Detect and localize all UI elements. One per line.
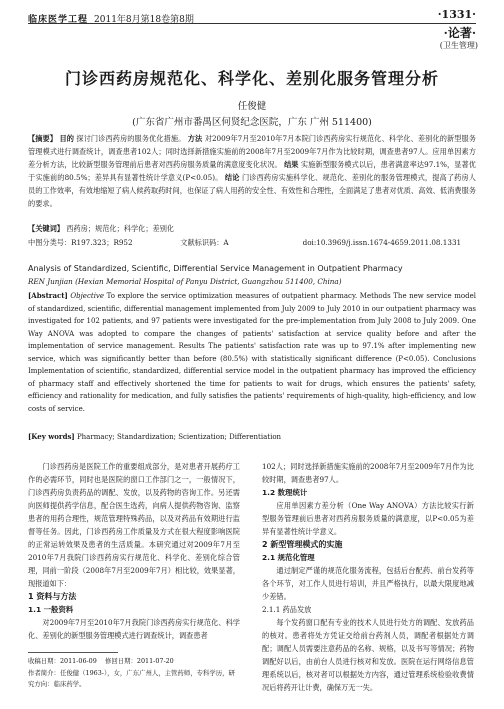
author-name: 任俊健	[237, 101, 267, 112]
section-1-2-text: 应用单因素方差分析（One Way ANOVA）方法比较实行新型服务管理前后患者对西药房服务质量的满意度，以P<0.05为差异有显著性统计学意义。	[262, 501, 474, 536]
english-author: REN Junjian (Hexian Memorial Hospital of Panyu District, Guangzhou 511400, China)	[28, 277, 342, 286]
category-label: (卫生管理)	[439, 41, 478, 50]
english-title: Analysis of Standardized, Scientific, Differential Service Management in Outpatient Pharmacy	[28, 264, 403, 273]
keywords-text: 西药房；规范化；科学化；差别化	[66, 224, 175, 233]
section-2-1-1-text: 每个发药窗口配有专业的技术人员进行处方的调配、发放药品的核对。患者将处方凭证交给前台药剂人员，调配者根据处方调配；调配人员需要注意药品的名称、规格，以及书写等情况；药物调配好以后，由前台人员进行核对和发放。医院在运行网络信息管理系统以后，核对者可以根据处方内容，通过管理系统检验收费情况后将药开让计费，确保万无一失。	[262, 618, 474, 692]
methods-text: 对2009年7月至2010年7月本院门诊西药房实行规范化、科学化、差别化的新型服务管理模式进行调查统计，调查患者102人；同时选择新措施实施前的2008年7月至2009年7月作为比较时期，调查患者97人。应用单因素方差分析方法，比较新型服务管理前后患者对西药房服务质量的满意度变化状况。	[28, 134, 476, 169]
section-2-heading: 2 新型管理模式的实施	[262, 540, 343, 549]
journal-name: 临床医学工程	[28, 15, 89, 25]
page-number: ·1331·	[437, 8, 476, 21]
issue-info: 2011年8月第18卷第8期	[94, 15, 194, 25]
section-1-1-heading: 1.1 一般资料	[28, 605, 74, 614]
english-abstract	[28, 290, 476, 415]
classification-line	[28, 238, 476, 248]
footnote-rule	[28, 652, 118, 653]
chinese-keywords	[28, 224, 476, 234]
objective-label: 目的	[59, 134, 74, 143]
header-rule	[28, 23, 476, 24]
english-abstract-text: To explore the service optimization measures of outpatient pharmacy. Methods The new service model of standardized, scientific, differential management implemented from July 2009 to July 2010 in our outpatient pharmacy was investigated for 102 patients, and 97 patients were investigated for the pre-implementation from July 2008 to July 2009. One Way ANOVA was adopted to compare the changes of patients' satisfaction at service quality before and after the implementation of service management. Results The patients' satisfaction rate was up to 97.1% after implementing new service, which was significantly better than before (80.5%) with statistically significant difference (P<0.05). Conclusions Implementation of scientific, standardized, differential service model in the outpatient pharmacy has improved the efficiency of pharmacy staff and effectively shortened the time for patients to wait for drugs, which ensures the patients' safety, efficiency and rationality for medication, and fully satisfies the patients' requirements of high-quality, high-efficiency, and low costs of service.	[28, 292, 476, 413]
conclusion-text: 门诊西药房实施科学化、规范化、差别化的服务管理模式，提高了药房人员的工作效率，有效地缩短了病人候药取药时间，也保证了病人用药的安全性、有效性和合理性，全面满足了患者对优质、高效、低消费服务的要求。	[28, 173, 476, 208]
article-title: 门诊西药房规范化、科学化、差别化服务管理分析	[64, 69, 439, 88]
chinese-abstract	[28, 132, 476, 210]
received-date: 收稿日期：2011-06-09	[28, 657, 97, 665]
revised-date: 修回日期：2011-07-20	[104, 657, 174, 665]
objective-text: 探讨门诊西药房的服务优化措施。	[76, 134, 186, 143]
section-2-1-text: 通过制定严谨的规范化服务流程，包括后台配药、前台发药等各个环节，对工作人员进行培训，并且严格执行，以最大限度地减少差错。	[262, 566, 474, 601]
document-code: 文献标识码：A	[180, 238, 229, 247]
section-1-1-continued: 102人；同时选择新措施实施前的2008年7月至2009年7月作为比较时期，调查患者97人。	[262, 462, 474, 484]
section-1-heading: 1 资料与方法	[28, 592, 77, 601]
left-column	[28, 460, 240, 642]
section-2-1-heading: 2.1 规范化管理	[262, 553, 315, 562]
results-label: 结果	[284, 160, 299, 169]
clc-number: 中图分类号：R197.323；R952	[28, 238, 133, 247]
right-column	[262, 460, 474, 694]
column-label: ·论著·	[443, 26, 476, 40]
author-affiliation: (广东省广州市番禺区何贤纪念医院，广东 广州 511400)	[132, 117, 372, 128]
methods-label: 方法	[187, 134, 203, 143]
english-objective-label: Objective	[70, 292, 105, 300]
english-abstract-label: [Abstract]	[28, 291, 68, 300]
english-keywords	[28, 432, 476, 441]
results-text: 实施新型服务模式以后，患者满意率达97.1%，显著优于实施前的80.5%；差异具有显著性统计学意义(P<0.05)。	[28, 160, 476, 182]
english-keywords-label: [Key words]	[28, 432, 75, 441]
doi: doi:10.3969/j.issn.1674-4659.2011.08.1331	[302, 238, 462, 247]
section-1-1-text: 对2009年7月至2010年7月我院门诊西药房实行规范化、科学化、差别化的新型服务管理模式进行调查统计，调查患者	[28, 618, 240, 640]
author-bio: 作者简介：任俊健（1963-），女，广东广州人，主管药师，专科学历，研究方向：临床药学。	[28, 669, 235, 688]
keywords-label: 【关键词】	[28, 224, 64, 233]
intro-paragraph: 门诊西药房是医院工作的重要组成部分，是对患者开展药疗工作的必需环节，同时也是医院的窗口工作部门之一，一般情况下，门诊西药房负责药品的调配、发放，以及药物的咨询工作。另还需向医师提供药学信息，配合医生选药，向病人提供药物咨询、监察患者的用药合理性，规范管理特殊药品，以及对药品有效期进行监督等任务。因此，门诊西药房工作质量及方式在很大程度影响医院的正常运转效果及患者的生活质量。本研究通过对2009年7月至2010年7月我院门诊西药房实行规范化、科学化、差别化综合管理，同前一阶段（2008年7月至2009年7月）相比较，效果显著，现报道如下：	[28, 462, 240, 588]
english-keywords-text: Pharmacy; Standardization; Scientization; Differentiation	[76, 433, 282, 441]
conclusion-label: 结论	[224, 173, 240, 182]
abstract-label: 【摘要】	[28, 134, 58, 143]
footnote-dates	[28, 656, 240, 667]
section-2-1-1-heading: 2.1.1 药品发放	[262, 605, 312, 614]
section-1-2-heading: 1.2 数理统计	[262, 488, 308, 497]
